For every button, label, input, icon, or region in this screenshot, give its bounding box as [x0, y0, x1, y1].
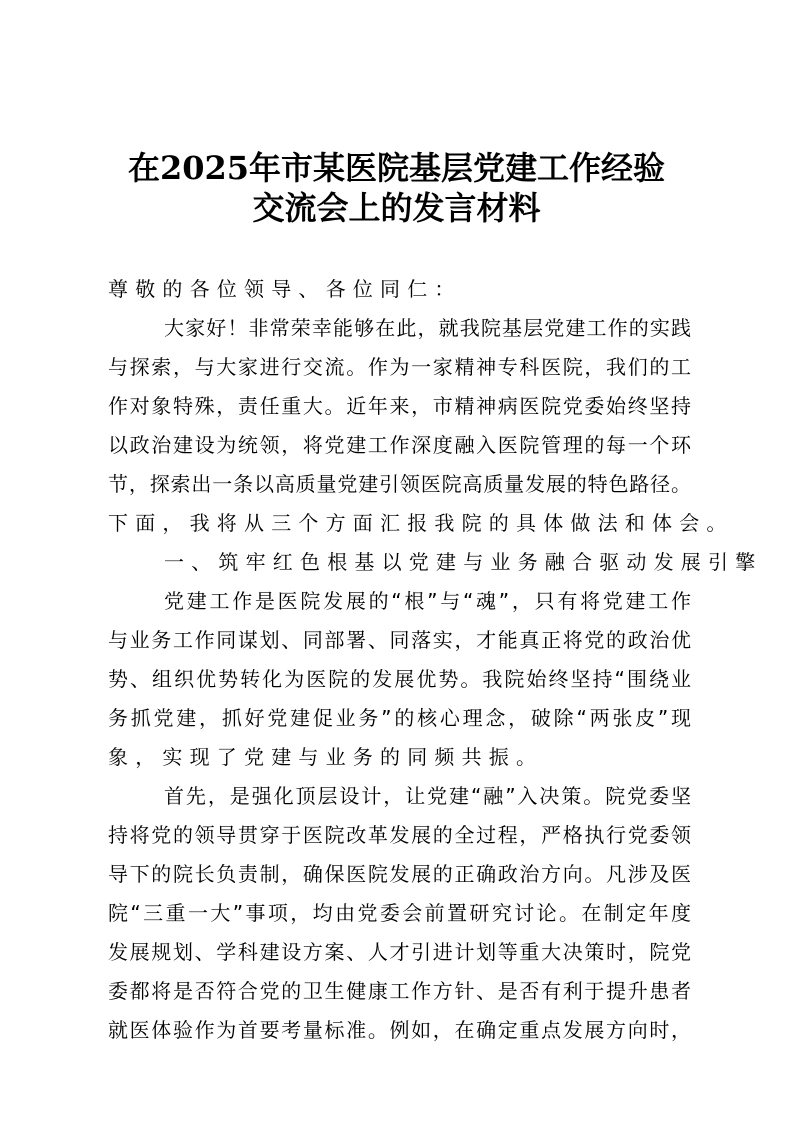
text-line: 势、组织优势转化为医院的发展优势。我院始终坚持“围绕业 — [108, 667, 691, 691]
text-line: 持将党的领导贯穿于医院改革发展的全过程，严格执行党委领 — [108, 823, 691, 847]
title-line-1: 在2025年市某医院基层党建工作经验 — [127, 149, 666, 187]
document-title — [0, 148, 793, 228]
text-line: 大家好！非常荣幸能够在此，就我院基层党建工作的实践 — [164, 316, 691, 340]
text-line: 以政治建设为统领，将党建工作深度融入医院管理的每一个环 — [108, 433, 691, 457]
text-line: 院“三重一大”事项，均由党委会前置研究讨论。在制定年度 — [108, 901, 691, 925]
text-line: 与探索，与大家进行交流。作为一家精神专科医院，我们的工 — [108, 355, 691, 379]
title-line-2: 交流会上的发言材料 — [252, 189, 541, 227]
text-line: 发展规划、学科建设方案、人才引进计划等重大决策时，院党 — [108, 940, 691, 964]
text-line: 务抓党建，抓好党建促业务”的核心理念，破除“两张皮”现 — [108, 706, 691, 730]
text-line: 与业务工作同谋划、同部署、同落实，才能真正将党的政治优 — [108, 628, 691, 652]
text-line: 导下的院长负责制，确保医院发展的正确政治方向。凡涉及医 — [108, 862, 691, 886]
text-line: 作对象特殊，责任重大。近年来，市精神病医院党委始终坚持 — [108, 394, 691, 418]
text-line: 象，实现了党建与业务的同频共振。 — [108, 745, 544, 769]
text-line: 党建工作是医院发展的“根”与“魂”，只有将党建工作 — [164, 589, 691, 613]
text-line: 节，探索出一条以高质量党建引领医院高质量发展的特色路径。 — [108, 472, 691, 496]
text-line: 委都将是否符合党的卫生健康工作方针、是否有利于提升患者 — [108, 979, 691, 1003]
document-body — [108, 274, 763, 1054]
text-line: 尊敬的各位领导、各位同仁： — [108, 277, 462, 301]
text-line: 就医体验作为首要考量标准。例如，在确定重点发展方向时， — [108, 1018, 691, 1042]
text-line: 下面，我将从三个方面汇报我院的具体做法和体会。 — [108, 511, 734, 535]
text-line: 首先，是强化顶层设计，让党建“融”入决策。院党委坚 — [164, 784, 691, 808]
section-heading: 一、筑牢红色根基以党建与业务融合驱动发展引擎 — [164, 550, 763, 574]
